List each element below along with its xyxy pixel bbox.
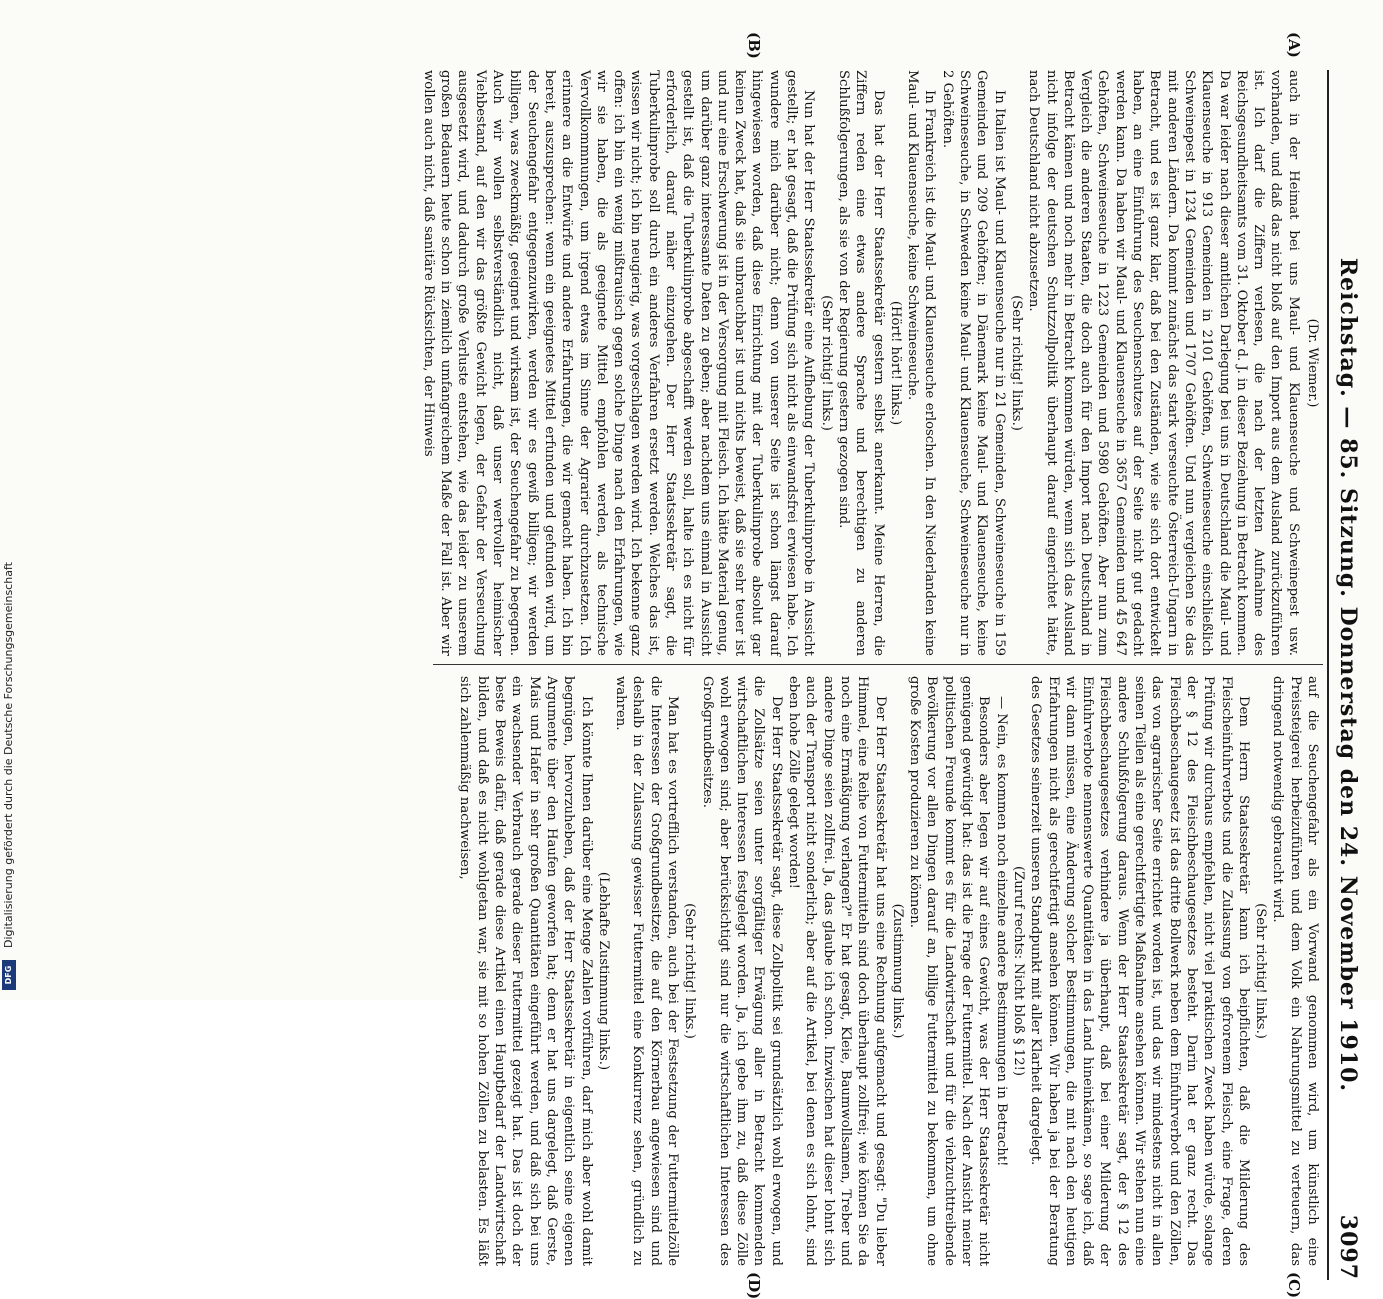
margin-marker-b: (B)	[745, 32, 763, 59]
column-divider	[433, 664, 1323, 665]
speaker-label: (Dr. Wiemer.)	[1305, 318, 1320, 408]
paragraph: Man hat es vortrefflich verstanden, auch bei der Festsetzung der Futtermittelzölle die Interessen der Großgrundbesitzer, die auf den Körnerbau angewiesen sind und deshalb in der Zulassung gewisser Futtermittel eine Konkurrenz sehen, gründlich zu wahren.	[613, 676, 681, 1266]
margin-marker-a: (A)	[1285, 32, 1303, 58]
margin-marker-d: (D)	[745, 1272, 763, 1299]
interjection: (Hört! hört! links.)	[887, 300, 903, 426]
paragraph: Ich könnte Ihnen darüber eine Menge Zahlen vorführen, darf mich aber wohl damit begnügen, hervorzuheben, daß der Herr Staatssekretär in eigentlich seine eigenen Argumente über den Haufen geworfen hat; denn er hat uns dargelegt, daß Gerste, Mais und Hafer in sehr großen Quantitäten eingeführt werden, und daß sich bei uns ein wachsender Verbrauch gerade dieser Futtermittel gezeigt hat. Das ist doch der beste Beweis dafür, daß gerade diese Artikel einen Hauptbedarf der Landwirtschaft bilden, und daß es nicht wohlgetan war, sie mit so hohen Zöllen zu belasten. Es läßt sich zahlenmäßig nachweisen,	[457, 676, 594, 1266]
page-header	[1333, 70, 1361, 1280]
interjection: (Sehr richtig! links.)	[1008, 295, 1024, 431]
interjection: (Sehr richtig! links.)	[682, 903, 698, 1039]
paragraph: auch in der Heimat bei uns Maul- und Klauenseuche und Schweinepest usw. vorhanden, und daß das nicht bloß auf den Import aus dem Ausland zurückzuführen ist. Ich darf die Ziffern verlesen, die nach der letzten Aufnahme des Reichsgesundheitsamts vom 31. Oktober d. J. in dieser Beziehung in Betracht kommen. Da war leider nach dieser amtlichen Darlegung bei uns in Deutschland die Maul- und Klauenseuche in 913 Gemeinden in 2101 Gehöften, Schweineseuche einschließlich Schweinepest in 1234 Gemeinden und 1707 Gehöften. Und nun vergleichen Sie das mit anderen Ländern. Da kommt zunächst das stark verseuchte Österreich-Ungarn in Betracht, und es ist ganz klar, daß bei den Zuständen, wie sie sich dort entwickelt haben, an eine Einfuhrung des Seuchenschutzes auf der Seite nicht gut gedacht werden kann. Da haben wir Maul- und Klauenseuche in 3657 Gemeinden und 45 647 Gehöften, Schweineseuche in 1223 Gemeinden und 5980 Gehöften. Aber nun zum Vergleich die anderen Staaten, die doch auch für den Import nach Deutschland in Betracht kämen und noch mehr in Betracht kommen würden, wenn sich das Ausland nicht infolge der deutschen Schutzzollpolitik überhaupt darauf eingerichtet hätte, nach Deutschland nicht abzusetzen.	[1026, 70, 1301, 656]
paragraph: Das hat der Herr Staatssekretär gestern selbst anerkannt. Meine Herren, die Ziffern reden eine etwas andere Sprache und berechtigen zu anderen Schlußfolgerungen, als sie von der Regierung gestern gezogen sind.	[835, 70, 886, 656]
paragraph: In Italien ist Maul- und Klauenseuche nur in 21 Gemeinden, Schweineseuche in 159 Gemeinden und 209 Gehöften; in Dänemark keine Maul- und Klauenseuche, keine Schweineseuche, in Schweden keine Maul- und Klauenseuche, Schweineseuche nur in 2 Gehöften.	[939, 70, 1007, 656]
paragraph: auf die Seuchengefahr als ein Vorwand genommen wird, um künstlich eine Preissteigerei herbeizuführen und dem Volk ein Nahrungsmittel zu verteuern, das dringend notwendig gebraucht wird.	[1270, 676, 1320, 1266]
margin-marker-c: (C)	[1285, 1272, 1303, 1299]
interjection: (Lebhafte Zustimmung links.)	[595, 871, 611, 1071]
left-column	[420, 70, 1321, 656]
paragraph: In Frankreich ist die Maul- und Klauenseuche erloschen. In den Niederlanden keine Maul- und Klauenseuche, keine Schweineseuche.	[905, 70, 938, 656]
interjection: (Zuruf rechts: Nicht bloß § 12!)	[1010, 865, 1026, 1077]
right-column	[431, 676, 1321, 1266]
paragraph: Besonders aber legen wir auf eines Gewicht, was der Herr Staatssekretär nicht genügend gewürdigt hat: das ist die Frage der Futtermittel. Nach der Ansicht meiner politischen Freunde kommt es für die Landwirtschaft und für die viehzuchttreibende Bevölkerung vor allen Dingen darauf an, billige Futtermittel zu bekommen, um ohne große Kosten produzieren zu können.	[907, 676, 992, 1266]
header-rule	[1327, 70, 1329, 1280]
interjection: (Zustimmung links.)	[889, 903, 905, 1039]
interjection: (Sehr richtig! links.)	[1253, 903, 1269, 1039]
page-number: 3097	[1335, 1214, 1361, 1280]
page-title: Reichstag. — 85. Sitzung. Donnerstag den 24. November 1910.	[1335, 257, 1361, 1093]
interjection: (Sehr richtig! links.)	[818, 295, 834, 431]
paragraph: Nun hat der Herr Staatssekretär eine Aufhebung der Tuberkulinprobe in Aussicht gestellt; er hat gesagt, daß die Prüfung sich nicht als einwandsfrei erwiesen habe. Ich wundere mich darüber nicht; denn von unserer Seite ist schon längst darauf hingewiesen worden, daß diese Einrichtung mit der Tuberkulinprobe absolut gar keinen Zweck hat, daß sie unbrauchbar ist und nichts beweist, daß sie sehr teuer ist und nur eine Erschwerung ist in der Versorgung mit Fleisch. Ich hätte Material genug, um darüber ganz interessante Daten zu geben; aber nachdem uns einmal in Aussicht gestellt ist, daß die Tuberkulinprobe abgeschafft werden soll, halte ich es nicht für erforderlich, darauf näher einzugehen. Der Herr Staatssekretär sagt, die Tuberkulinprobe soll durch ein anderes Verfahren ersetzt werden. Welches das ist, wissen wir nicht; ich bin neugierig, was vorgeschlagen werden wird. Ich bekenne ganz offen: ich bin ein wenig mißtrauisch gegen solche Dinge nach den Erfahrungen, wie wir sie haben, die als geeignete Mittel empfohlen werden, als technische Vervollkommnungen, um irgend etwas im Sinne der Agrarier durchzusetzen. Ich erinnere an die Entwürfe und andere Erfahrungen, die wir gemacht haben. Ich bin bereit, auszusprechen: wenn ein geeignetes Mittel erfunden und gefunden wird, um der Seuchengefahr entgegenzuwirken, werden wir es gewiß billigen; wir werden billigen, was zweckmäßig, geeignet und wirksam ist, der Seuchengefahr zu begegnen. Auch wir wollen selbstverständlich nicht, daß unser wertvoller heimischer Viehbestand, auf den wir das größte Gewicht legen, der Gefahr der Verseuchung ausgesetzt wird, und dadurch große Verluste entstehen, wie das leider zu unserem großen Bedauern heute schon in ziemlich umfangreichem Maße der Fall ist. Aber wir wollen auch nicht, daß sanitäre Rücksichten, der Hinweis	[420, 70, 817, 656]
dfg-logo: DFG	[2, 960, 16, 990]
digitization-credit: Digitalisierung gefördert durch die Deutsche Forschungsgemeinschaft	[2, 562, 15, 948]
paragraph: Der Herr Staatssekretär sagt, diese Zollpolitik sei grundsätzlich wohl erwogen, und die Zollsätze seien unter sorgfältiger Erwägung aller in Betracht kommenden wirtschaftlichen Interessen festgelegt worden. Ja, ich gebe ihm zu, daß diese Zölle wohl erwogen sind; aber berücksichtigt sind nur die wirtschaftlichen Interessen des Großgrundbesitzes.	[699, 676, 784, 1266]
paragraph: Der Herr Staatssekretär hat uns eine Rechnung aufgemacht und gesagt: "Du lieber Himmel, eine Reihe von Futtermitteln sind doch überhaupt zollfrei; wie können Sie da noch eine Ermäßigung verlangen?" Er hat gesagt, Kleie, Baumwollsamen, Treber und andere Dinge seien zollfrei. Ja, das glaube ich schon. Inzwischen hat dieser lohnt sich auch der Transport nicht sonderlich; aber auf die Artikel, bei denen es sich lohnt, sind eben hohe Zölle gelegt worden!	[786, 676, 888, 1266]
paragraph: Dem Herrn Staatssekretär kann ich beipflichten, daß die Milderung des Fleischeinfuhrverbots und die Zulassung von gefrorenem Fleisch, eine Frage, deren Prüfung wir durchaus empfehlen, nicht viel praktischen Zweck haben würde, solange der § 12 des Fleischbeschaugesetzes besteht. Darin hat er ganz recht. Das Fleischbeschaugesetz ist das dritte Bollwerk neben dem Einfuhrverbot und den Zöllen, das von agrarischer Seite errichtet worden ist, und das wir mindestens nicht in allen seinen Teilen als eine gerechtfertigte Maßnahme ansehen können. Wir stehen nun eine andere Schlußfolgerung daraus. Wenn der Herr Staatssekretär sagt, der § 12 des Fleischbeschaugesetzes verhindere ja überhaupt, daß bei einer Milderung der Einfuhrverbote nennenswerte Quantitäten in das Land hineinkämen, so sage ich, daß wir dann müssen, eine Änderung solcher Bestimmungen, die mit nach den heutigen Erfahrungen nicht als gerechtfertigt ansehen können. Wir haben ja bei der Beratung des Gesetzes seinerzeit unseren Standpunkt mit aller Klarheit dargelegt.	[1028, 676, 1251, 1266]
paragraph: — Nein, es kommen noch einzelne andere Bestimmungen in Betracht!	[993, 696, 1009, 1167]
